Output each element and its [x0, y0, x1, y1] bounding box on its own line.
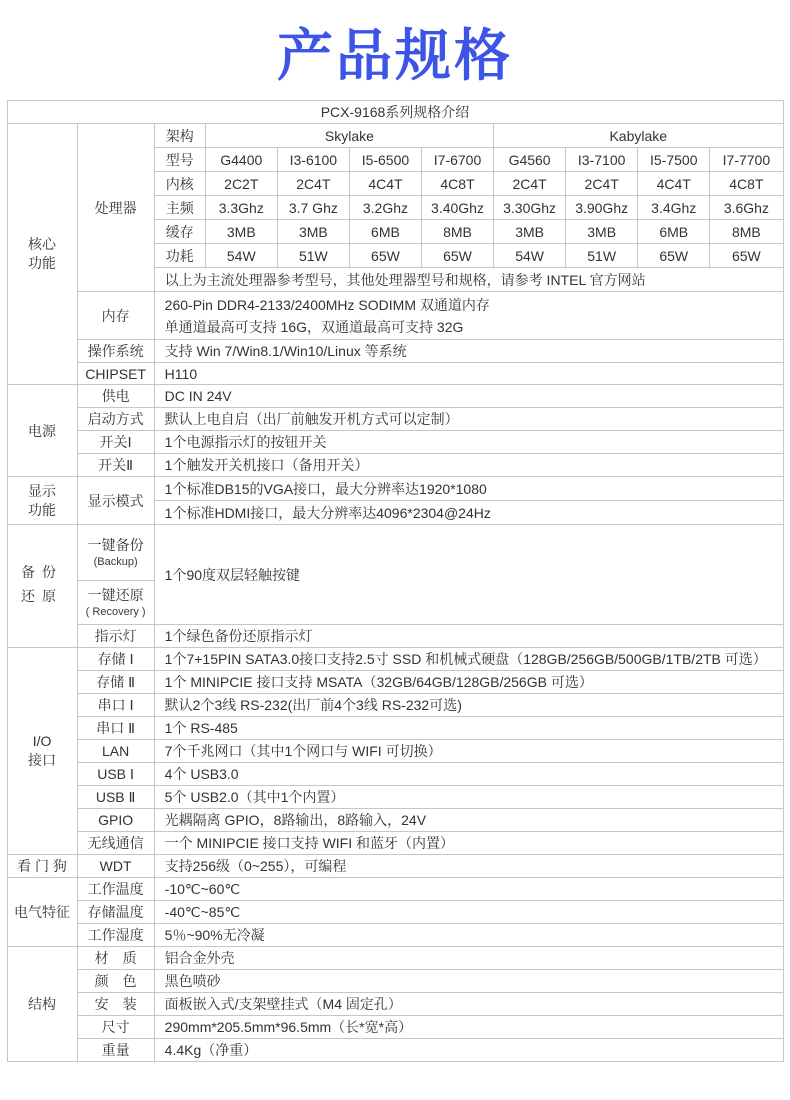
material-label: 材 质 — [77, 947, 154, 970]
memory-label: 内存 — [77, 292, 154, 340]
lan-label: LAN — [77, 740, 154, 763]
proc-header-arch: 架构 — [154, 124, 205, 148]
proc-family-kabylake: Kabylake — [494, 124, 783, 148]
chipset-value: H110 — [154, 363, 783, 385]
category-power: 电源 — [7, 385, 77, 477]
category-display-line2: 功能 — [28, 501, 57, 518]
wdt-value: 支持256级（0~255），可编程 — [154, 855, 783, 878]
category-io-line1: I/O — [32, 733, 52, 749]
storage1-label: 存储 Ⅰ — [77, 648, 154, 671]
humidity-label: 工作湿度 — [77, 924, 154, 947]
color-label: 颜 色 — [77, 970, 154, 993]
memory-row — [7, 292, 783, 340]
material-value: 铝合金外壳 — [154, 947, 783, 970]
proc-cores: 4C8T — [421, 172, 493, 196]
category-watchdog: 看 门 狗 — [7, 855, 77, 878]
proc-model: I5-6500 — [349, 148, 421, 172]
power-supply-value: DC IN 24V — [154, 385, 783, 408]
io-row-storage2 — [7, 671, 783, 694]
proc-cores: 4C4T — [349, 172, 421, 196]
power-row-supply — [7, 385, 783, 408]
proc-freq: 3.3Ghz — [205, 196, 277, 220]
display-mode-label: 显示模式 — [77, 477, 154, 525]
proc-model: I7-6700 — [421, 148, 493, 172]
io-row-wireless — [7, 832, 783, 855]
memory-line2: 单通道最高可支持 16G，双通道最高可支持 32G — [164, 318, 464, 335]
work-temp-label: 工作温度 — [77, 878, 154, 901]
proc-power: 65W — [638, 244, 710, 268]
proc-header-cores: 内核 — [154, 172, 205, 196]
backup-row — [7, 525, 783, 581]
weight-label: 重量 — [77, 1039, 154, 1062]
proc-freq: 3.90Ghz — [566, 196, 638, 220]
mount-label: 安 装 — [77, 993, 154, 1016]
humidity-value: 5％~90%无冷凝 — [154, 924, 783, 947]
proc-arch-row — [7, 124, 783, 148]
switch2-value: 1个触发开关机接口（备用开关） — [154, 454, 783, 477]
category-electrical: 电气特征 — [7, 878, 77, 947]
structure-row-weight — [7, 1039, 783, 1062]
gpio-value: 光耦隔离 GPIO，8路输出，8路输入，24V — [154, 809, 783, 832]
memory-value — [154, 292, 783, 340]
structure-row-mount — [7, 993, 783, 1016]
structure-row-material — [7, 947, 783, 970]
boot-mode-label: 启动方式 — [77, 408, 154, 431]
proc-freq: 3.40Ghz — [421, 196, 493, 220]
category-core-line1: 核心 — [28, 236, 57, 252]
display-row-vga — [7, 477, 783, 501]
category-display-line1: 显示 — [28, 482, 57, 499]
io-row-storage1 — [7, 648, 783, 671]
io-row-serial2 — [7, 717, 783, 740]
table-caption: PCX-9168系列规格介绍 — [7, 101, 783, 124]
switch1-label: 开关Ⅰ — [77, 431, 154, 454]
usb1-value: 4个 USB3.0 — [154, 763, 783, 786]
category-backup-line2: 还原 — [21, 590, 64, 605]
power-row-switch1 — [7, 431, 783, 454]
proc-cores: 2C4T — [566, 172, 638, 196]
io-row-serial1 — [7, 694, 783, 717]
color-value: 黑色喷砂 — [154, 970, 783, 993]
proc-freq: 3.6Ghz — [710, 196, 783, 220]
proc-cores: 2C2T — [205, 172, 277, 196]
proc-power: 54W — [494, 244, 566, 268]
power-supply-label: 供电 — [77, 385, 154, 408]
processor-label: 处理器 — [77, 124, 154, 292]
proc-cores: 4C4T — [638, 172, 710, 196]
category-io — [7, 648, 77, 855]
os-label: 操作系统 — [77, 340, 154, 363]
serial2-value: 1个 RS-485 — [154, 717, 783, 740]
proc-freq: 3.2Ghz — [349, 196, 421, 220]
usb2-value: 5个 USB2.0（其中1个内置） — [154, 786, 783, 809]
serial1-label: 串口 Ⅰ — [77, 694, 154, 717]
wdt-label: WDT — [77, 855, 154, 878]
proc-cache: 3MB — [205, 220, 277, 244]
proc-cache: 3MB — [277, 220, 349, 244]
serial2-label: 串口 Ⅱ — [77, 717, 154, 740]
usb1-label: USB Ⅰ — [77, 763, 154, 786]
one-key-recovery-label — [77, 581, 154, 625]
wireless-value: 一个 MINIPCIE 接口支持 WIFI 和蓝牙（内置） — [154, 832, 783, 855]
os-value: 支持 Win 7/Win8.1/Win10/Linux 等系统 — [154, 340, 783, 363]
io-row-gpio — [7, 809, 783, 832]
proc-cache: 3MB — [494, 220, 566, 244]
memory-line1: 260-Pin DDR4-2133/2400MHz SODIMM 双通道内存 — [164, 296, 490, 313]
category-display — [7, 477, 77, 525]
electrical-row-worktemp — [7, 878, 783, 901]
page-title: 产品规格 — [277, 24, 513, 87]
proc-note: 以上为主流处理器参考型号，其他处理器型号和规格，请参考 INTEL 官方网站 — [154, 268, 783, 292]
boot-mode-value: 默认上电自启（出厂前触发开机方式可以定制） — [154, 408, 783, 431]
proc-header-power: 功耗 — [154, 244, 205, 268]
proc-model: I7-7700 — [710, 148, 783, 172]
proc-cache: 3MB — [566, 220, 638, 244]
switch2-label: 开关Ⅱ — [77, 454, 154, 477]
wireless-label: 无线通信 — [77, 832, 154, 855]
proc-model: G4400 — [205, 148, 277, 172]
recovery-label-cn: 一键还原 — [87, 587, 144, 603]
category-backup-restore — [7, 525, 77, 648]
electrical-row-storagetemp — [7, 901, 783, 924]
electrical-row-humidity — [7, 924, 783, 947]
indicator-label: 指示灯 — [77, 625, 154, 648]
proc-cores: 2C4T — [494, 172, 566, 196]
proc-header-freq: 主频 — [154, 196, 205, 220]
size-value: 290mm*205.5mm*96.5mm（长*宽*高） — [154, 1016, 783, 1039]
category-core-functions — [7, 124, 77, 385]
proc-power: 54W — [205, 244, 277, 268]
storage2-value: 1个 MINIPCIE 接口支持 MSATA（32GB/64GB/128GB/256GB 可选） — [154, 671, 783, 694]
proc-power: 51W — [277, 244, 349, 268]
one-key-backup-label — [77, 525, 154, 581]
proc-cache: 8MB — [710, 220, 783, 244]
proc-power: 65W — [421, 244, 493, 268]
proc-header-cache: 缓存 — [154, 220, 205, 244]
storage-temp-value: -40℃~85℃ — [154, 901, 783, 924]
category-backup-line1: 备份 — [21, 566, 64, 581]
work-temp-value: -10℃~60℃ — [154, 878, 783, 901]
chipset-row — [7, 363, 783, 385]
proc-cores: 4C8T — [710, 172, 783, 196]
proc-cache: 6MB — [349, 220, 421, 244]
switch1-value: 1个电源指示灯的按钮开关 — [154, 431, 783, 454]
backup-button-value: 1个90度双层轻触按键 — [154, 525, 783, 625]
gpio-label: GPIO — [77, 809, 154, 832]
backup-label-cn: 一键备份 — [87, 537, 144, 553]
os-row — [7, 340, 783, 363]
proc-cache: 6MB — [638, 220, 710, 244]
proc-family-skylake: Skylake — [205, 124, 493, 148]
storage1-value: 1个7+15PIN SATA3.0接口支持2.5寸 SSD 和机械式硬盘（128GB/256GB/500GB/1TB/2TB 可选） — [154, 648, 783, 671]
proc-freq: 3.7 Ghz — [277, 196, 349, 220]
size-label: 尺寸 — [77, 1016, 154, 1039]
usb2-label: USB Ⅱ — [77, 786, 154, 809]
storage-temp-label: 存储温度 — [77, 901, 154, 924]
power-row-switch2 — [7, 454, 783, 477]
category-io-line2: 接口 — [28, 752, 57, 768]
lan-value: 7个千兆网口（其中1个网口与 WIFI 可切换） — [154, 740, 783, 763]
backup-label-en: (Backup) — [93, 556, 138, 568]
watchdog-row — [7, 855, 783, 878]
proc-model: I3-7100 — [566, 148, 638, 172]
indicator-row — [7, 625, 783, 648]
proc-power: 51W — [566, 244, 638, 268]
spec-table — [7, 100, 784, 1062]
proc-cache: 8MB — [421, 220, 493, 244]
proc-freq: 3.4Ghz — [638, 196, 710, 220]
io-row-lan — [7, 740, 783, 763]
category-core-line2: 功能 — [28, 255, 57, 271]
display-vga-value: 1个标准DB15的VGA接口，最大分辨率达1920*1080 — [154, 477, 783, 501]
category-structure: 结构 — [7, 947, 77, 1062]
proc-model: I5-7500 — [638, 148, 710, 172]
proc-cores: 2C4T — [277, 172, 349, 196]
structure-row-color — [7, 970, 783, 993]
weight-value: 4.4Kg（净重） — [154, 1039, 783, 1062]
storage2-label: 存储 Ⅱ — [77, 671, 154, 694]
proc-freq: 3.30Ghz — [494, 196, 566, 220]
mount-value: 面板嵌入式/支架壁挂式（M4 固定孔） — [154, 993, 783, 1016]
proc-model: G4560 — [494, 148, 566, 172]
proc-power: 65W — [349, 244, 421, 268]
indicator-value: 1个绿色备份还原指示灯 — [154, 625, 783, 648]
display-hdmi-value: 1个标准HDMI接口，最大分辨率达4096*2304@24Hz — [154, 501, 783, 525]
caption-row — [7, 101, 783, 124]
io-row-usb2 — [7, 786, 783, 809]
proc-power: 65W — [710, 244, 783, 268]
serial1-value: 默认2个3线 RS-232(出厂前4个3线 RS-232可选) — [154, 694, 783, 717]
proc-model: I3-6100 — [277, 148, 349, 172]
proc-header-model: 型号 — [154, 148, 205, 172]
power-row-boot — [7, 408, 783, 431]
chipset-label: CHIPSET — [77, 363, 154, 385]
io-row-usb1 — [7, 763, 783, 786]
recovery-label-en: ( Recovery ) — [85, 606, 146, 618]
structure-row-size — [7, 1016, 783, 1039]
